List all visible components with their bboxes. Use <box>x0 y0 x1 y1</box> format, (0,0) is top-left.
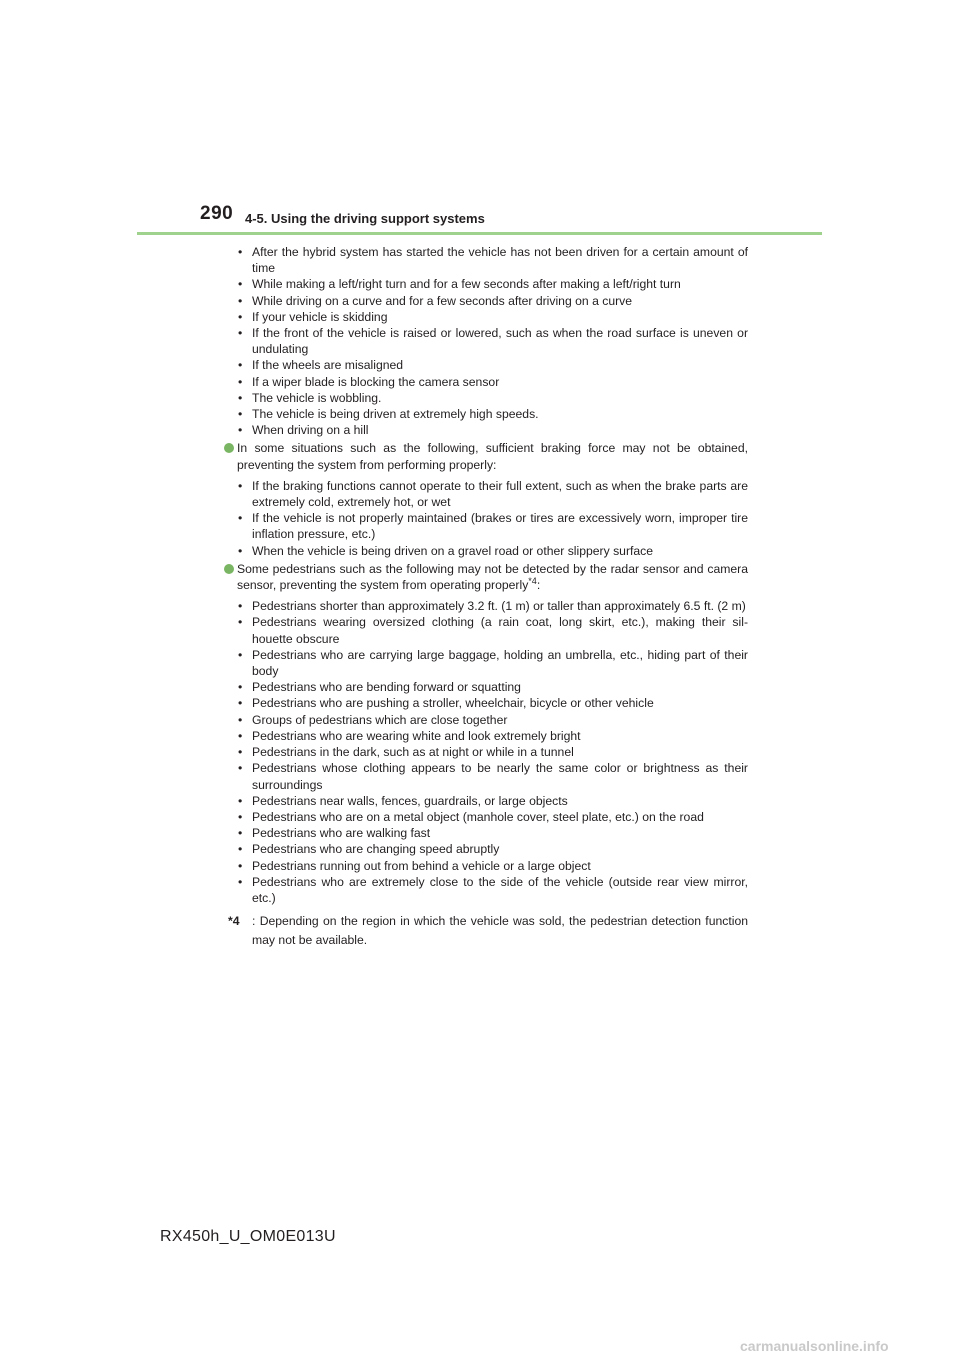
bullet-icon: • <box>238 390 243 405</box>
bullet-icon: • <box>238 647 243 662</box>
list-item: • If the braking functions cannot operate to their full extent, such as when the brake parts are extremely cold, extremely hot, or wet <box>238 478 748 510</box>
list-item: • Pedestrians near walls, fences, guardrails, or large objects <box>238 793 568 808</box>
bullet-icon: • <box>238 543 243 558</box>
green-circle-bullet-icon <box>224 443 234 453</box>
page-number: 290 <box>200 203 234 224</box>
bullet-icon: • <box>238 407 243 422</box>
list-item: • While driving on a curve and for a few seconds after driving on a curve <box>238 293 633 308</box>
list-item: • Pedestrians who are carrying large baggage, holding an umbrella, etc., hiding part of their body <box>238 647 748 679</box>
list-item: • The vehicle is wobbling. <box>238 390 382 405</box>
bullet-icon: • <box>238 842 243 857</box>
list-item: • Pedestrians who are on a metal object (manhole cover, steel plate, etc.) on the road <box>238 809 704 824</box>
bullet-icon: • <box>238 793 243 808</box>
list-item: • If your vehicle is skidding <box>238 309 388 324</box>
bullet-icon: • <box>238 358 243 373</box>
list-item: • If the vehicle is not properly maintained (brakes or tires are excessively worn, improper tire inflation pressure, etc.) <box>238 511 748 542</box>
bullet-icon: • <box>238 374 243 389</box>
bullet-icon: • <box>238 728 243 743</box>
header-divider <box>137 232 822 235</box>
list-item: • If the front of the vehicle is raised or lowered, such as when the road surface is uneven or undulating <box>238 326 748 357</box>
list-item: • When driving on a hill <box>238 423 369 438</box>
watermark: carmanualsonline.info <box>740 1338 889 1354</box>
list-item: • The vehicle is being driven at extremely high speeds. <box>238 407 539 422</box>
bullet-icon: • <box>238 599 243 614</box>
footnote-reference: *4 <box>528 576 537 586</box>
condition-list-1 <box>224 244 748 438</box>
document-code: RX450h_U_OM0E013U <box>160 1228 336 1245</box>
section-title: 4-5. Using the driving support systems <box>245 211 485 226</box>
footnote-text: : Depending on the region in which the vehicle was sold, the pedestrian detection function may not be available. <box>252 914 748 948</box>
page-content <box>224 244 748 950</box>
list-item: • Pedestrians who are wearing white and look extremely bright <box>238 728 581 743</box>
list-item: • Pedestrians shorter than approximately 3.2 ft. (1 m) or taller than approximately 6.5 ft. (2 m) <box>238 599 746 614</box>
bullet-icon: • <box>238 293 243 308</box>
list-item: • When the vehicle is being driven on a gravel road or other slippery surface <box>238 543 654 558</box>
list-item: • Pedestrians who are walking fast <box>238 826 431 841</box>
list-item: • Pedestrians in the dark, such as at night or while in a tunnel <box>238 745 574 760</box>
bullet-icon: • <box>238 745 243 760</box>
bullet-icon: • <box>238 680 243 695</box>
list-item: • Pedestrians running out from behind a vehicle or a large object <box>238 858 591 873</box>
pedestrian-list <box>224 598 748 906</box>
page-header <box>0 0 960 236</box>
list-item: • Pedestrians whose clothing appears to be nearly the same color or brightness as their surroundings <box>238 761 748 792</box>
bullet-icon: • <box>238 309 243 324</box>
list-item: • Pedestrians who are pushing a stroller, wheelchair, bicycle or other vehicle <box>238 696 654 711</box>
bullet-icon: • <box>238 326 243 341</box>
bullet-icon: • <box>238 423 243 438</box>
bullet-icon: • <box>238 696 243 711</box>
bullet-icon: • <box>238 478 243 493</box>
list-item: • Pedestrians who are bending forward or squatting <box>238 680 521 695</box>
list-item: • Pedestrians wearing oversized clothing (a rain coat, long skirt, etc.), making their sil- houette obscure <box>238 615 748 646</box>
bullet-icon: • <box>238 761 243 776</box>
bullet-icon: • <box>238 277 243 292</box>
bullet-icon: • <box>238 874 243 889</box>
bullet-icon: • <box>238 511 243 526</box>
list-item: • While making a left/right turn and for a few seconds after making a left/right turn <box>238 277 681 292</box>
list-item: • Pedestrians who are changing speed abruptly <box>238 842 500 857</box>
bullet-icon: • <box>238 245 243 259</box>
bullet-icon: • <box>238 809 243 824</box>
list-item: • Pedestrians who are extremely close to the side of the vehicle (outside rear view mirror, etc.) <box>238 874 748 905</box>
pedestrian-detection-paragraph: Some pedestrians such as the following may not be detected by the radar sensor and camera sensor, preventing the system from operating properly$^{*4}$: <box>224 561 748 593</box>
list-item: • After the hybrid system has started the vehicle has not been driven for a certain amount of time <box>238 245 748 276</box>
footnote-marker: *4 <box>228 914 240 929</box>
list-item: • If a wiper blade is blocking the camera sensor <box>238 374 500 389</box>
condition-list-2 <box>224 478 748 559</box>
bullet-icon: • <box>238 712 243 727</box>
list-item: • If the wheels are misaligned <box>238 358 404 373</box>
green-circle-bullet-icon <box>224 564 234 574</box>
footnote <box>224 912 748 950</box>
bullet-icon: • <box>238 858 243 873</box>
list-item: • Groups of pedestrians which are close together <box>238 712 508 727</box>
braking-force-paragraph: In some situations such as the following, sufficient braking force may not be obtained, preventing the system from performing properly: <box>224 440 748 472</box>
bullet-icon: • <box>238 615 243 630</box>
bullet-icon: • <box>238 826 243 841</box>
